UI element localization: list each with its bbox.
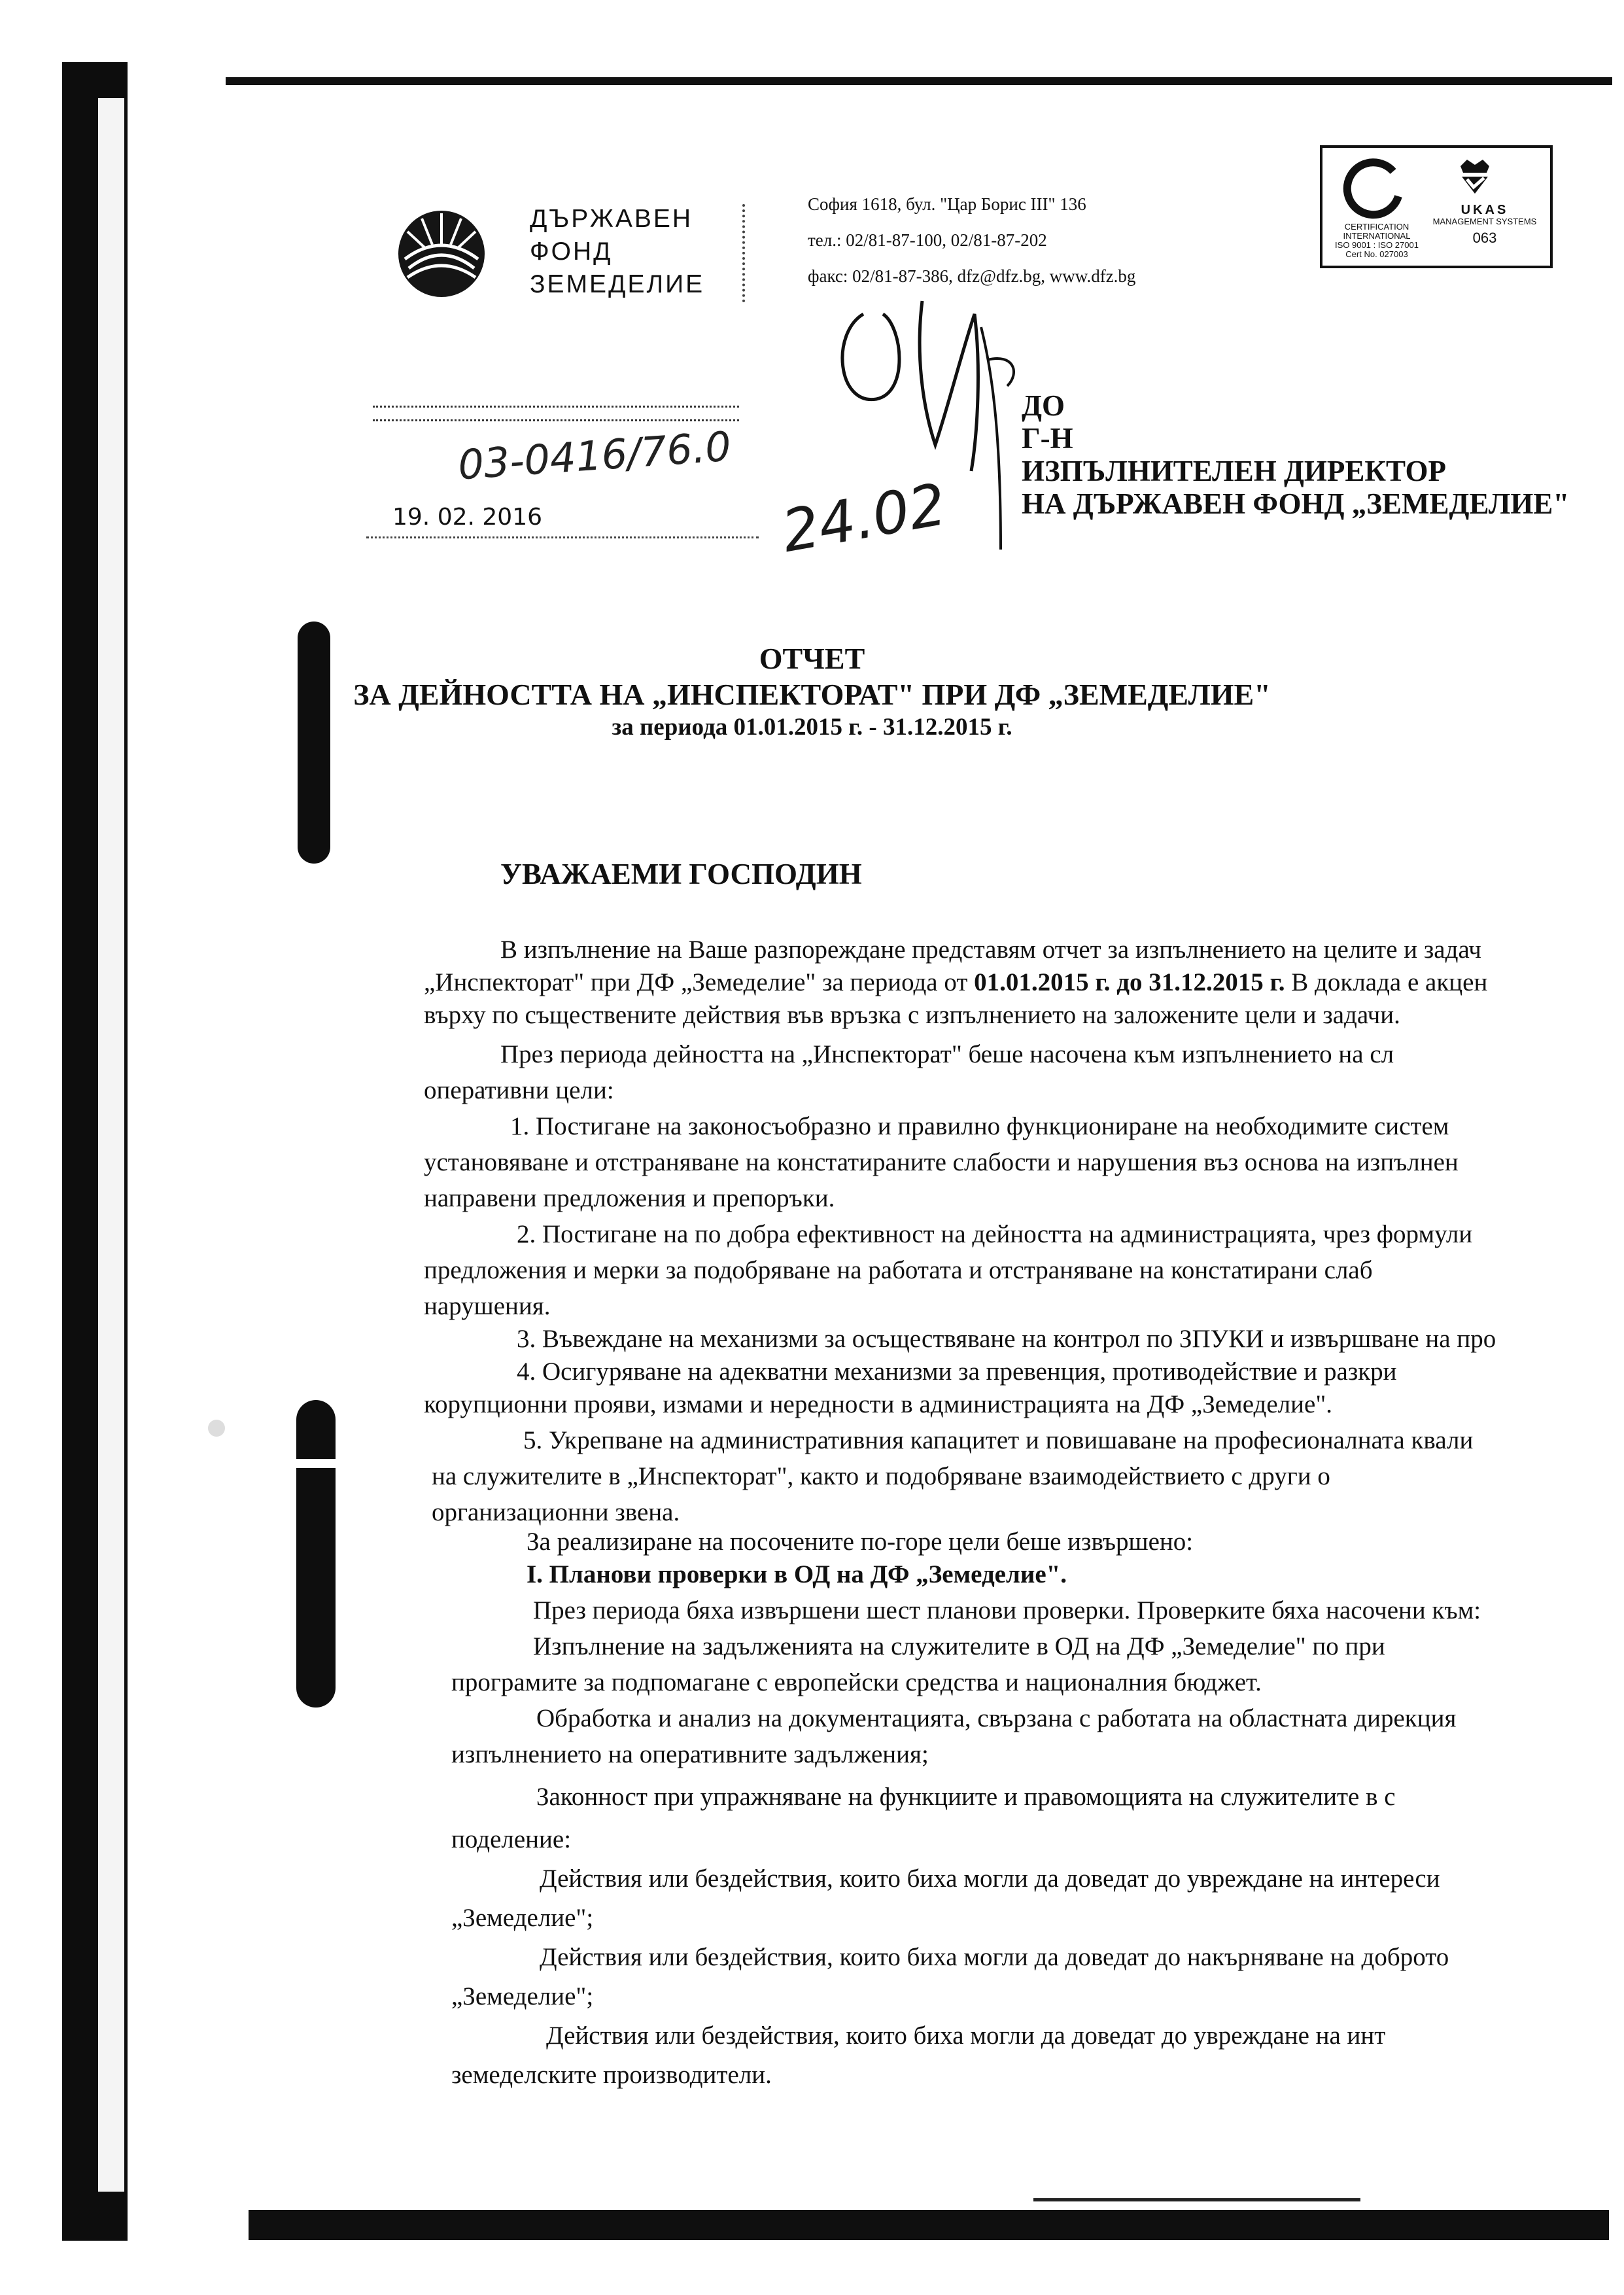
scan-left-inner-strip xyxy=(98,98,124,2192)
doc-period: за периода 01.01.2015 г. - 31.12.2015 г. xyxy=(612,714,1012,741)
stamp-date: 19. 02. 2016 xyxy=(392,504,543,531)
body-line: „Земеделие"; xyxy=(451,1904,594,1932)
scan-blot-gap xyxy=(296,1459,337,1468)
body-line: За реализиране на посочените по-горе цели беше извършено: xyxy=(527,1528,1194,1556)
body-line: предложения и мерки за подобряване на работата и отстраняване на констатирани слаб xyxy=(424,1256,1373,1284)
body-line: Действия или бездействия, които биха могли да доведат до увреждане на интереси xyxy=(540,1865,1440,1893)
body-line: установяване и отстраняване на констатираните слабости и нарушения въз основа на изпълнен xyxy=(424,1148,1459,1176)
body-line: Действия или бездействия, които биха могли да доведат до увреждане на инт xyxy=(546,2022,1386,2050)
dfz-logo-icon xyxy=(396,208,487,300)
body-line: земеделските производители. xyxy=(451,2061,772,2089)
addressee-line-3: ИЗПЪЛНИТЕЛЕН ДИРЕКТОР xyxy=(1022,455,1446,487)
scan-blot-lower xyxy=(296,1400,336,1708)
body-line: корупционни прояви, измами и нередности в администрацията на ДФ „Земеделие". xyxy=(424,1390,1332,1418)
body-line: Изпълнение на задълженията на служителите в ОД на ДФ „Земеделие" по при xyxy=(533,1632,1385,1660)
doc-title: ОТЧЕТ xyxy=(759,642,865,675)
scan-bottom-thin-rule xyxy=(1033,2198,1360,2201)
body-line: изпълнението на оперативните задължения; xyxy=(451,1740,929,1768)
scan-top-rule xyxy=(226,77,1612,85)
body-line: Действия или бездействия, които биха могли да доведат до накърняване на доброто xyxy=(540,1943,1449,1971)
goal-item: 4. Осигуряване на адекватни механизми за превенция, противодействие и разкри xyxy=(517,1358,1397,1386)
goal-item: 5. Укрепване на административния капацитет и повишаване на професионалната квали xyxy=(523,1426,1474,1454)
contact-address: София 1618, бул. "Цар Борис III" 136 xyxy=(808,194,1086,214)
addressee-line-4: НА ДЪРЖАВЕН ФОНД „ЗЕМЕДЕЛИЕ" xyxy=(1022,487,1570,520)
addressee-line-1: ДО xyxy=(1022,389,1065,422)
goal-item: 1. Постигане на законосъобразно и правилно функциониране на необходимите систем xyxy=(510,1112,1449,1140)
goal-item: 3. Въвеждане на механизми за осъществяване на контрол по ЗПУКИ и извършване на про xyxy=(517,1325,1496,1353)
crown-check-icon xyxy=(1455,157,1494,196)
scan-hole-mark xyxy=(208,1420,225,1437)
body-line: направени предложения и препоръки. xyxy=(424,1184,835,1212)
contact-phone: тел.: 02/81-87-100, 02/81-87-202 xyxy=(808,230,1047,250)
cert-right-text: UKAS MANAGEMENT SYSTEMS 063 xyxy=(1432,203,1537,246)
body-line: В изпълнение на Ваше разпореждане представям отчет за изпълнението на целите и задач xyxy=(500,936,1481,964)
body-line: Законност при упражняване на функциите и правомощията на служителите в с xyxy=(536,1783,1396,1811)
org-name-line-1: ДЪРЖАВЕН xyxy=(530,205,693,233)
body-line: на служителите в „Инспекторат", както и подобряване взаимодействието с други о xyxy=(432,1462,1330,1490)
cert-left-text: CERTIFICATION INTERNATIONAL ISO 9001 : ISO 27001 Cert No. 027003 xyxy=(1335,222,1419,259)
body-line: поделение: xyxy=(451,1825,572,1853)
salutation: УВАЖАЕМИ ГОСПОДИН xyxy=(500,858,862,890)
addressee-line-2: Г-Н xyxy=(1022,422,1073,455)
org-name-line-3: ЗЕМЕДЕЛИЕ xyxy=(530,270,705,298)
stamp-header-noise xyxy=(373,406,739,421)
certification-ring-icon xyxy=(1341,157,1406,222)
body-line: През периода дейността на „Инспекторат" беше насочена към изпълнението на сл xyxy=(500,1040,1394,1068)
header-divider xyxy=(742,204,745,302)
addressee-block xyxy=(1022,389,1569,520)
body-line: програмите за подпомагане с европейски средства и националния бюджет. xyxy=(451,1668,1262,1696)
goal-item: 2. Постигане на по добра ефективност на дейността на администрацията, чрез формули xyxy=(517,1220,1473,1248)
contact-fax: факс: 02/81-87-386, dfz@dfz.bg, www.dfz.bg xyxy=(808,266,1136,286)
section-heading: I. Планови проверки в ОД на ДФ „Земеделие". xyxy=(527,1560,1067,1588)
body-line: През периода бяха извършени шест планови проверки. Проверките бяха насочени към: xyxy=(533,1596,1481,1624)
body-line: „Земеделие"; xyxy=(451,1982,594,2010)
body-line: нарушения. xyxy=(424,1292,551,1320)
stamp-date-line xyxy=(366,536,759,538)
doc-subtitle: ЗА ДЕЙНОСТТА НА „ИНСПЕКТОРАТ" ПРИ ДФ „ЗЕМЕДЕЛИЕ" xyxy=(353,678,1271,711)
body-line: оперативни цели: xyxy=(424,1076,614,1104)
body-line: организационни звена. xyxy=(432,1498,680,1526)
body-line: „Инспекторат" при ДФ „Земеделие" за периода от 01.01.2015 г. до 31.12.2015 г. В доклада е акцен xyxy=(424,968,1488,996)
scan-bottom-rule xyxy=(249,2210,1609,2240)
org-name xyxy=(530,203,704,301)
org-name-line-2: ФОНД xyxy=(530,237,613,266)
handwritten-date: 24.02 xyxy=(776,470,951,566)
stamp-registration-number: 03-0416/76.0 xyxy=(456,422,733,489)
body-line: върху по съществените действия във връзка с изпълнението на заложените цели и задачи. xyxy=(424,1001,1400,1029)
body-line: Обработка и анализ на документацията, свързана с работата на областната дирекция xyxy=(536,1704,1457,1732)
